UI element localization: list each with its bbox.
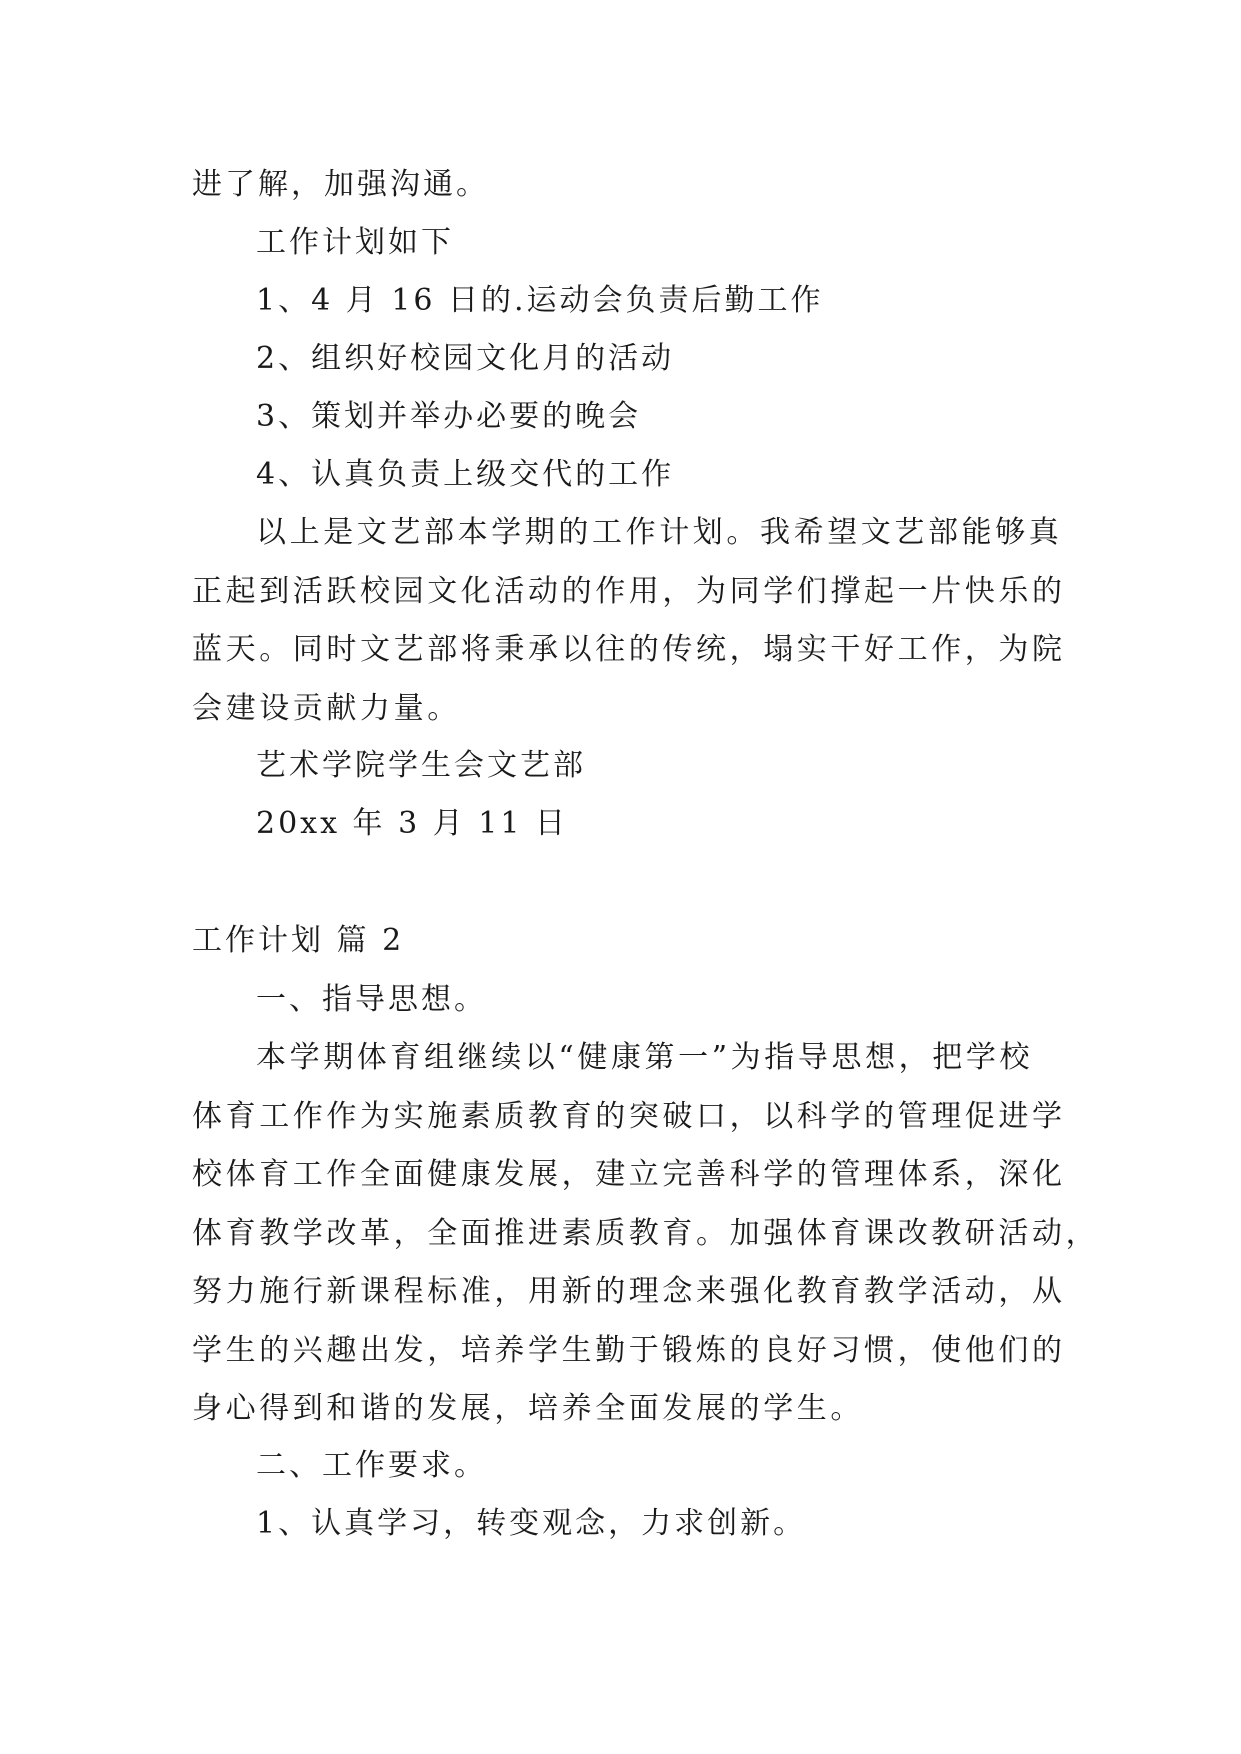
paragraph-row: 本学期体育组继续以“健康第一”为指导思想，把学校	[256, 1040, 1034, 1075]
closing-paragraph-row: 以上是文艺部本学期的工作计划。我希望文艺部能够真	[256, 515, 1063, 550]
closing-paragraph	[192, 504, 1066, 738]
plan-item: 2、组织好校园文化月的活动	[256, 341, 675, 376]
plan-heading: 工作计划如下	[256, 225, 454, 260]
paragraph-row: 身心得到和谐的发展，培养全面发展的学生。	[192, 1391, 864, 1426]
closing-paragraph-row: 会建设贡献力量。	[192, 690, 461, 726]
paragraph-row: 体育教学改革，全面推进素质教育。加强体育课改教研活动，	[192, 1215, 1100, 1251]
requirement-item: 1、认真学习，转变观念，力求创新。	[256, 1506, 807, 1541]
signature-organization: 艺术学院学生会文艺部	[256, 748, 586, 783]
closing-paragraph-row: 正起到活跃校园文化活动的作用，为同学们撑起一片快乐的	[192, 573, 1066, 609]
paragraph-continuation: 进了解，加强沟通。	[192, 167, 489, 202]
closing-paragraph-row: 蓝天。同时文艺部将秉承以往的传统，塌实干好工作，为院	[192, 632, 1066, 667]
section-heading: 二、工作要求。	[256, 1448, 487, 1483]
paragraph-row: 努力施行新课程标准，用新的理念来强化教育教学活动，从	[192, 1274, 1066, 1309]
signature-date: 20xx 年 3 月 11 日	[256, 806, 568, 841]
guiding-ideology-paragraph	[192, 1029, 1100, 1439]
plan-item: 4、认真负责上级交代的工作	[256, 457, 675, 492]
section-heading: 一、指导思想。	[256, 982, 487, 1017]
plan-item: 1、4 月 16 日的.运动会负责后勤工作	[256, 283, 824, 318]
paragraph-row: 校体育工作全面健康发展，建立完善科学的管理体系，深化	[192, 1157, 1066, 1192]
paragraph-row: 学生的兴趣出发，培养学生勤于锻炼的良好习惯，使他们的	[192, 1332, 1066, 1368]
section-title: 工作计划 篇 2	[192, 923, 405, 958]
plan-item: 3、策划并举办必要的晚会	[256, 399, 642, 434]
paragraph-row: 体育工作作为实施素质教育的突破口，以科学的管理促进学	[192, 1098, 1066, 1134]
